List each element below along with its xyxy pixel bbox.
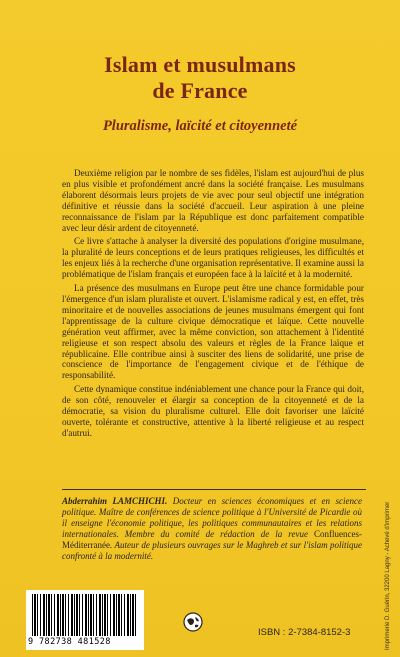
divider-rule	[62, 489, 366, 490]
printer-note: Imprimerie D. Guérin, 32200 Lagny - Achevé d'imprimer	[385, 501, 391, 650]
author-name: Abderrahim LAMCHICHI.	[62, 496, 168, 506]
title-line-2: de France	[152, 78, 248, 103]
barcode-bars	[32, 594, 138, 636]
blurb-paragraph-1: Deuxième religion par le nombre de ses fidèles, l'islam est aujourd'hui de plus en plus visible et profondément ancré dans la société française. Les musulmans élaborent désormais leurs projets de vie avec pour seul objectif une intégration définitive et réussie dans la société d'accueil. Leur aspiration à une pleine reconnaissance de l'islam par la République est donc parfaitement compatible avec leur désir ardent de citoyenneté.	[62, 168, 364, 233]
barcode	[26, 590, 144, 650]
book-subtitle: Pluralisme, laïcité et citoyenneté	[102, 118, 298, 134]
blurb	[62, 168, 364, 442]
book-title	[0, 52, 400, 104]
author-bio-text-2: . Auteur de plusieurs ouvrages sur le Maghreb et sur l'islam politique confronté à la modernité.	[62, 540, 362, 561]
isbn: ISBN : 2-7384-8152-3	[258, 627, 351, 638]
blurb-paragraph-3: La présence des musulmans en Europe peut être une chance formidable pour l'émergence d'un islam pluraliste et ouvert. L'islamisme radical y est, en effet, très minoritaire et de nouvelles associations de jeunes musulmans émergent qui font l'apprentissage de la culture civique démocratique et laïque. Cette nouvelle génération veut affirmer, avec la même conviction, son attachement à l'identité religieuse et son respect absolu des valeurs et règles de la France laïque et républicaine. Elle contribue ainsi à susciter des liens de solidarité, une prise de conscience de l'importance de l'engagement civique et de l'éthique de responsabilité.	[62, 283, 364, 381]
publisher-globe-icon	[183, 612, 203, 632]
blurb-paragraph-2: Ce livre s'attache à analyser la diversité des populations d'origine musulmane, la pluralité de leurs conceptions et de leurs pratiques religieuses, les difficultés et les enjeux liés à la recherche d'une organisation représentative. Il examine aussi la problématique de l'islam français et européen face à la laïcité et à la modernité.	[62, 236, 364, 280]
title-line-1: Islam et musulmans	[104, 52, 296, 77]
author-bio-text-1: Docteur en sciences économiques et en science politique. Maître de conférences de science politique à l'Université de Picardie où il enseigne l'économie politique, les politiques communautaires et les relations internationales. Membre du comité de rédaction de la revue	[62, 496, 362, 539]
barcode-digits: 9 782738 481528	[28, 637, 111, 647]
blurb-paragraph-4: Cette dynamique constitue indéniablement une chance pour la France qui doit, de son côté, renouveler et élargir sa conception de la citoyenneté et de la démocratie, sa vision du pluralisme culturel. Elle doit favoriser une laïcité ouverte, tolérante et constructive, attentive à la liberté religieuse et au respect d'autrui.	[62, 384, 364, 438]
journal-name: Confluences-Méditerranée	[62, 529, 362, 550]
author-bio	[62, 496, 362, 562]
